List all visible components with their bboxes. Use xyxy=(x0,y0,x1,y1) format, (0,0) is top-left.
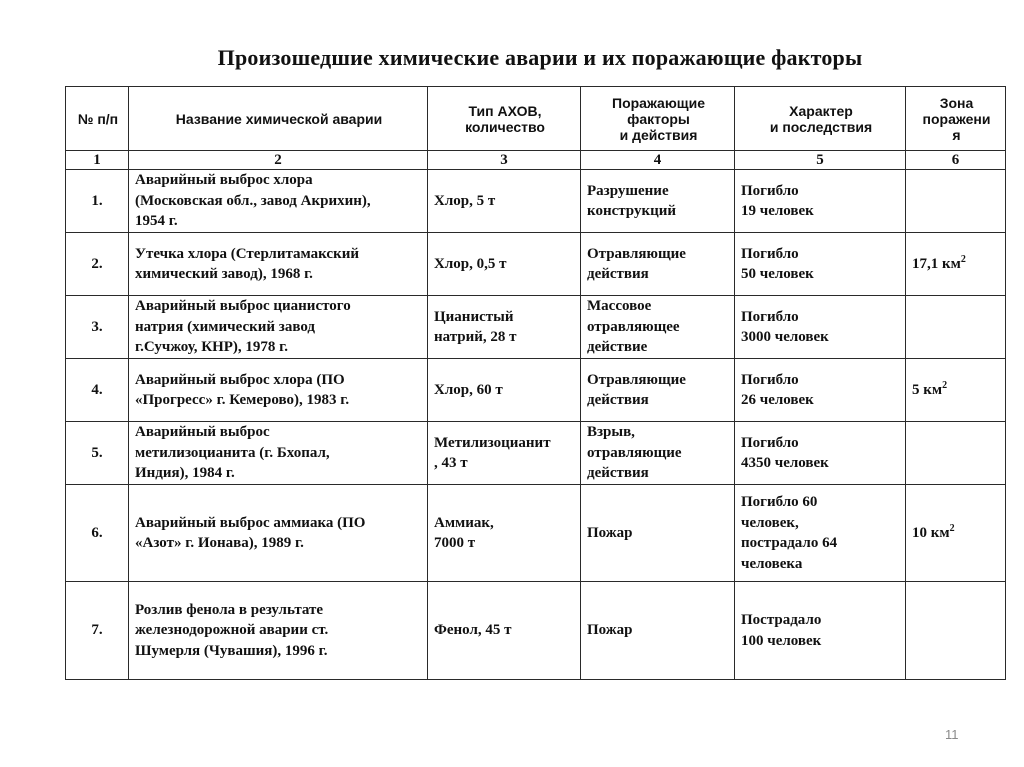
column-number: 2 xyxy=(129,151,428,170)
accident-name: Розлив фенола в результате железнодорожной аварии ст. Шумерля (Чувашия), 1996 г. xyxy=(129,582,428,680)
accident-name: Аварийный выброс аммиака (ПО «Азот» г. Ионава), 1989 г. xyxy=(129,485,428,582)
column-number: 1 xyxy=(66,151,129,170)
damage-factors: Массовое отравляющее действие xyxy=(581,296,735,359)
zone-unit: км xyxy=(942,255,961,272)
header-index: № п/п xyxy=(66,87,129,151)
zone-value: 5 xyxy=(912,381,920,398)
affected-zone xyxy=(906,422,1006,485)
table-row xyxy=(66,233,1006,296)
accident-name: Аварийный выброс хлора (Московская обл., завод Акрихин), 1954 г. xyxy=(129,170,428,233)
table-header-row xyxy=(66,87,1006,151)
zone-unit: км xyxy=(930,524,950,541)
accidents-table xyxy=(65,86,1006,680)
substance: Цианистый натрий, 28 т xyxy=(428,296,581,359)
header-consequences: Характер и последствия xyxy=(735,87,906,151)
header-accident-name: Название химической аварии xyxy=(129,87,428,151)
consequences: Погибло 50 человек xyxy=(735,233,906,296)
consequences: Погибло 19 человек xyxy=(735,170,906,233)
consequences: Погибло 26 человек xyxy=(735,359,906,422)
damage-factors: Взрыв, отравляющие действия xyxy=(581,422,735,485)
header-zone: Зона поражени я xyxy=(906,87,1006,151)
column-number: 6 xyxy=(906,151,1006,170)
substance: Фенол, 45 т xyxy=(428,582,581,680)
zone-unit-exponent: 2 xyxy=(942,379,948,391)
column-number: 3 xyxy=(428,151,581,170)
column-number-row xyxy=(66,151,1006,170)
accident-name: Аварийный выброс цианистого натрия (химический завод г.Сучжоу, КНР), 1978 г. xyxy=(129,296,428,359)
substance: Метилизоцианит , 43 т xyxy=(428,422,581,485)
table-row xyxy=(66,485,1006,582)
damage-factors: Разрушение конструкций xyxy=(581,170,735,233)
substance: Хлор, 60 т xyxy=(428,359,581,422)
substance: Аммиак, 7000 т xyxy=(428,485,581,582)
zone-value: 10 xyxy=(912,524,927,541)
affected-zone xyxy=(906,359,1006,422)
damage-factors: Отравляющие действия xyxy=(581,233,735,296)
row-index: 1. xyxy=(66,170,129,233)
table-row xyxy=(66,170,1006,233)
page-title: Произошедшие химические аварии и их поражающие факторы xyxy=(217,45,863,70)
accident-name: Утечка хлора (Стерлитамакский химический завод), 1968 г. xyxy=(129,233,428,296)
row-index: 3. xyxy=(66,296,129,359)
consequences: Погибло 60 человек, пострадало 64 человека xyxy=(735,485,906,582)
zone-unit-exponent: 2 xyxy=(960,253,966,265)
damage-factors: Пожар xyxy=(581,485,735,582)
substance: Хлор, 5 т xyxy=(428,170,581,233)
row-index: 2. xyxy=(66,233,129,296)
consequences: Пострадало 100 человек xyxy=(735,582,906,680)
accident-name: Аварийный выброс метилизоцианита (г. Бхопал, Индия), 1984 г. xyxy=(129,422,428,485)
affected-zone xyxy=(906,485,1006,582)
column-number: 4 xyxy=(581,151,735,170)
affected-zone xyxy=(906,296,1006,359)
table-row xyxy=(66,359,1006,422)
consequences: Погибло 3000 человек xyxy=(735,296,906,359)
affected-zone xyxy=(906,582,1006,680)
substance: Хлор, 0,5 т xyxy=(428,233,581,296)
column-number: 5 xyxy=(735,151,906,170)
zone-value: 17,1 xyxy=(912,255,939,272)
affected-zone xyxy=(906,233,1006,296)
zone-unit-exponent: 2 xyxy=(949,522,955,534)
row-index: 4. xyxy=(66,359,129,422)
consequences: Погибло 4350 человек xyxy=(735,422,906,485)
row-index: 5. xyxy=(66,422,129,485)
damage-factors: Пожар xyxy=(581,582,735,680)
row-index: 7. xyxy=(66,582,129,680)
page-number: 11 xyxy=(945,727,959,742)
row-index: 6. xyxy=(66,485,129,582)
table-row xyxy=(66,296,1006,359)
table-row xyxy=(66,422,1006,485)
header-damage-factors: Поражающие факторы и действия xyxy=(581,87,735,151)
zone-unit: км xyxy=(923,381,943,398)
accident-name: Аварийный выброс хлора (ПО «Прогресс» г. Кемерово), 1983 г. xyxy=(129,359,428,422)
damage-factors: Отравляющие действия xyxy=(581,359,735,422)
table-row xyxy=(66,582,1006,680)
affected-zone xyxy=(906,170,1006,233)
header-substance: Тип АХОВ, количество xyxy=(428,87,581,151)
